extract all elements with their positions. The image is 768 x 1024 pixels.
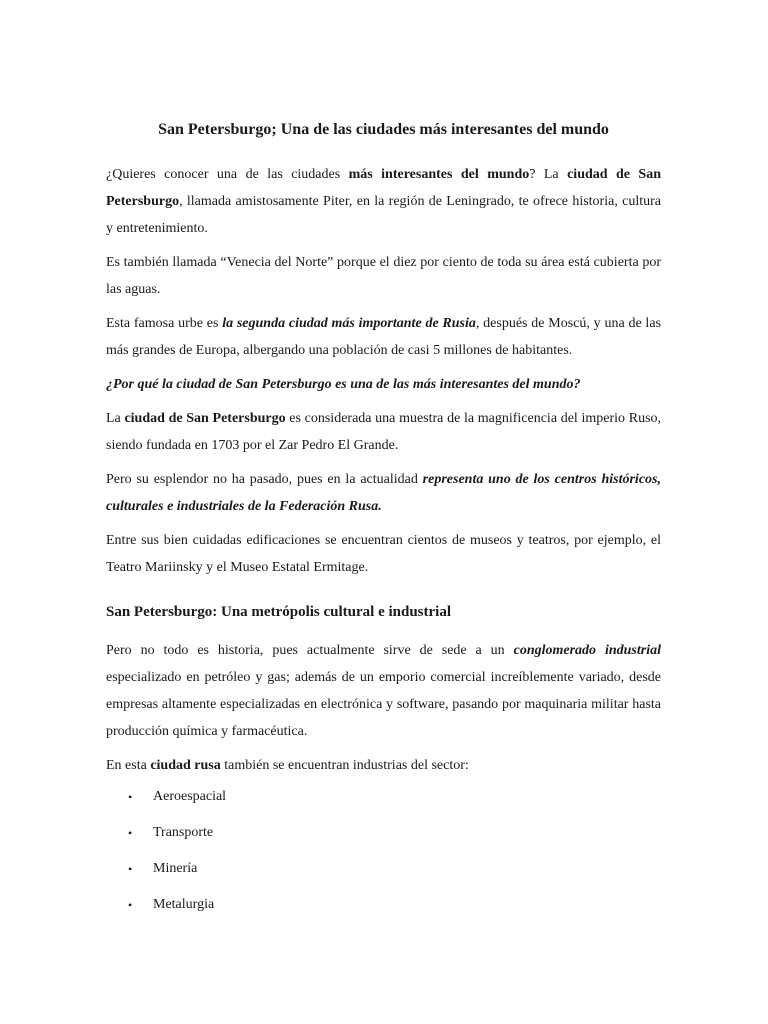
paragraph-edificaciones: Entre sus bien cuidadas edificaciones se encuentran cientos de museos y teatros, por ejemplo, el Teatro Mariinsky y el Museo Estatal Ermitage. bbox=[106, 533, 661, 575]
list-item bbox=[106, 859, 661, 895]
section-question: ¿Por qué la ciudad de San Petersburgo es una de las más interesantes del mundo? bbox=[106, 377, 581, 392]
text-run: , llamada amistosamente Piter, en la región de Leningrado, te ofrece historia, cultura y entretenimiento. bbox=[106, 194, 661, 236]
paragraph-urbe bbox=[106, 310, 661, 364]
text-run: también se encuentran industrias del sector: bbox=[220, 758, 469, 773]
bullet-icon: • bbox=[128, 826, 133, 840]
bullet-icon: • bbox=[128, 790, 133, 804]
paragraph-venecia: Es también llamada “Venecia del Norte” porque el diez por ciento de toda su área está cubierta por las aguas. bbox=[106, 255, 661, 297]
document-page bbox=[106, 117, 661, 931]
text-run: especializado en petróleo y gas; además de un emporio comercial increíblemente variado, desde empresas altamente especializadas en electrónica y software, pasando por maquinaria militar hasta producción química y farmacéutica. bbox=[106, 670, 661, 739]
list-item bbox=[106, 895, 661, 931]
text-run: Esta famosa urbe es bbox=[106, 316, 223, 331]
paragraph-industria bbox=[106, 637, 661, 745]
list-item bbox=[106, 787, 661, 823]
list-item-label: Aeroespacial bbox=[153, 789, 227, 804]
list-item bbox=[106, 823, 661, 859]
text-run: Pero no todo es historia, pues actualmente sirve de sede a un bbox=[106, 643, 514, 658]
text-run: , después de Moscú, y una de las más grandes de Europa, albergando una población de casi 5 millones de habitantes. bbox=[106, 316, 661, 358]
bold-text: más interesantes del mundo bbox=[348, 167, 530, 182]
document-title: San Petersburgo; Una de las ciudades más interesantes del mundo bbox=[158, 121, 609, 138]
paragraph-fundada bbox=[106, 405, 661, 459]
sector-list bbox=[106, 787, 661, 931]
text-run: es considerada una muestra de la magnificencia del imperio Ruso, siendo fundada en 1703 por el Zar Pedro El Grande. bbox=[106, 411, 662, 453]
paragraph-esplendor bbox=[106, 466, 661, 520]
bold-text: ciudad de San Petersburgo bbox=[124, 411, 286, 426]
bold-italic-text: conglomerado industrial bbox=[513, 643, 662, 658]
paragraph-sectores bbox=[106, 752, 661, 779]
bold-text: ciudad rusa bbox=[150, 758, 221, 773]
bold-italic-text: representa uno de los centros históricos, culturales e industriales de la Federación Rusa. bbox=[106, 472, 661, 514]
section-subtitle: San Petersburgo: Una metrópolis cultural e industrial bbox=[106, 604, 451, 620]
list-item-label: Transporte bbox=[153, 825, 214, 840]
bullet-icon: • bbox=[128, 898, 133, 912]
text-run: En esta bbox=[106, 758, 151, 773]
text-run: Pero su esplendor no ha pasado, pues en la actualidad bbox=[106, 472, 423, 487]
bold-text: ciudad de San Petersburgo bbox=[106, 167, 661, 209]
bullet-icon: • bbox=[128, 862, 133, 876]
paragraph-intro bbox=[106, 161, 661, 242]
text-run: ¿Quieres conocer una de las ciudades bbox=[106, 167, 349, 182]
text-run: La bbox=[106, 411, 125, 426]
list-item-label: Metalurgia bbox=[153, 897, 215, 912]
text-run: ? La bbox=[529, 167, 568, 182]
bold-italic-text: la segunda ciudad más importante de Rusia bbox=[222, 316, 476, 331]
list-item-label: Minería bbox=[153, 861, 198, 876]
